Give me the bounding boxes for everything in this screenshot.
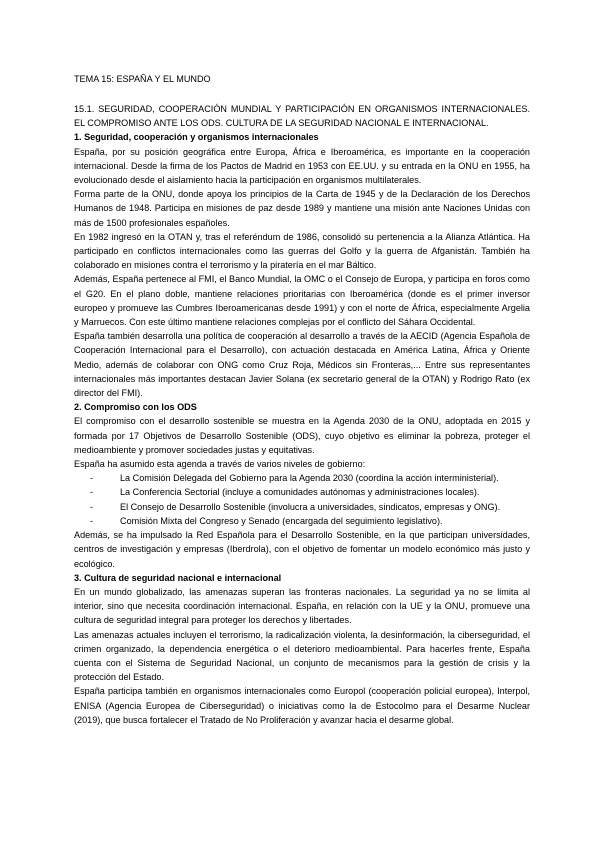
paragraph: España, por su posición geográfica entre Europa, África e Iberoamérica, es importante en la cooperación internacional. Desde la firma de los Pactos de Madrid en 1953 con EE.UU. y su entrada en la ONU en 1955, ha evolucionado desde el aislamiento hacia la participación en organismos multilaterales. bbox=[74, 146, 530, 186]
paragraph: Además, España pertenece al FMI, el Banco Mundial, la OMC o el Consejo de Europa, y participa en foros como el G20. En el plano doble, mantiene relaciones prioritarias con Iberoamérica (donde es el primer inversor europeo y promueve las Cumbres Iberoamericanas desde 1991) y con el norte de África, especialmente Argelia y Marruecos. Con este último mantiene relaciones complejas por el conflicto del Sáhara Occidental. bbox=[74, 274, 530, 328]
section-1-heading: 1. Seguridad, cooperación y organismos internacionales bbox=[74, 132, 319, 143]
paragraph: Además, se ha impulsado la Red Española para el Desarrollo Sostenible, en la que participan universidades, centros de investigación y empresas (Iberdrola), con el objetivo de fomentar un modelo económico más justo y ecológico. bbox=[74, 530, 530, 569]
list-item: - El Consejo de Desarrollo Sostenible (involucra a universidades, sindicatos, empresas y ONG). bbox=[90, 500, 530, 514]
main-heading: 15.1. SEGURIDAD, COOPERACIÓN MUNDIAL Y PARTICIPACIÓN EN ORGANISMOS INTERNACIONALES. EL COMPROMISO ANTE LOS ODS. CULTURA DE LA SEGURIDAD NACIONAL E INTERNACIONAL. bbox=[74, 104, 530, 129]
document-title: TEMA 15: ESPAÑA Y EL MUNDO bbox=[74, 74, 211, 84]
paragraph: En un mundo globalizado, las amenazas superan las fronteras nacionales. La seguridad ya no se limita al interior, sino que necesita coordinación internacional. España, en relación con la UE y la ONU, promueve una cultura de seguridad integral para proteger los derechos y libertades. bbox=[74, 586, 530, 626]
section-3-heading: 3. Cultura de seguridad nacional e internacional bbox=[74, 572, 282, 583]
government-levels-list bbox=[74, 471, 530, 528]
list-item: - La Comisión Delegada del Gobierno para la Agenda 2030 (coordina la acción interministerial). bbox=[90, 471, 530, 485]
paragraph: España participa también en organismos internacionales como Europol (cooperación policial europea), Interpol, ENISA (Agencia Europea de Ciberseguridad) o iniciativas como la de Estocolmo para el Desarme Nuclear (2019), que busca fortalecer el Tratado de No Proliferación y avanzar hacia el desarme global. bbox=[74, 686, 530, 725]
paragraph: España ha asumido esta agenda a través de varios niveles de gobierno: bbox=[74, 459, 366, 470]
paragraph: El compromiso con el desarrollo sostenible se muestra en la Agenda 2030 de la ONU, adoptada en 2015 y formada por 17 Objetivos de Desarrollo Sostenible (ODS), cuyo objetivo es eliminar la pobreza, proteger el medioambiente y promover sociedades justas y equitativas. bbox=[74, 416, 530, 455]
paragraph: En 1982 ingresó en la OTAN y, tras el referéndum de 1986, consolidó su pertenencia a la Alianza Atlántica. Ha participado en conflictos internacionales como las guerras del Golfo y la guerra de Afganistán. También ha colaborado en misiones contra el terrorismo y la piratería en el mar Báltico. bbox=[74, 231, 530, 271]
list-item: - La Conferencia Sectorial (incluye a comunidades autónomas y administraciones locales). bbox=[90, 485, 530, 499]
list-item: - Comisión Mixta del Congreso y Senado (encargada del seguimiento legislativo). bbox=[90, 514, 530, 528]
paragraph: Forma parte de la ONU, donde apoya los principios de la Carta de 1945 y de la Declaración de los Derechos Humanos de 1948. Participa en misiones de paz desde 1989 y mantiene una misión ante Naciones Unidas con más de 1500 profesionales españoles. bbox=[74, 189, 530, 228]
paragraph: Las amenazas actuales incluyen el terrorismo, la radicalización violenta, la desinformación, la ciberseguridad, el crimen organizado, la dependencia energética o el deterioro medioambiental. Para hacerles frente, España cuenta con el Sistema de Seguridad Nacional, un conjunto de mecanismos para la gestión de crisis y la protección del Estado. bbox=[74, 629, 530, 683]
paragraph: España también desarrolla una política de cooperación al desarrollo a través de la AECID (Agencia Española de Cooperación Internacional para el Desarrollo), con actuación destacada en América Latina, África y Oriente Medio, además de colaborar con ONG como Cruz Roja, Médicos sin Fronteras,... Entre sus representantes internacionales más importantes destacan Javier Solana (ex secretario general de la OTAN) y Rodrigo Rato (ex director del FMI). bbox=[74, 331, 530, 399]
section-2-heading: 2. Compromiso con los ODS bbox=[74, 402, 197, 413]
